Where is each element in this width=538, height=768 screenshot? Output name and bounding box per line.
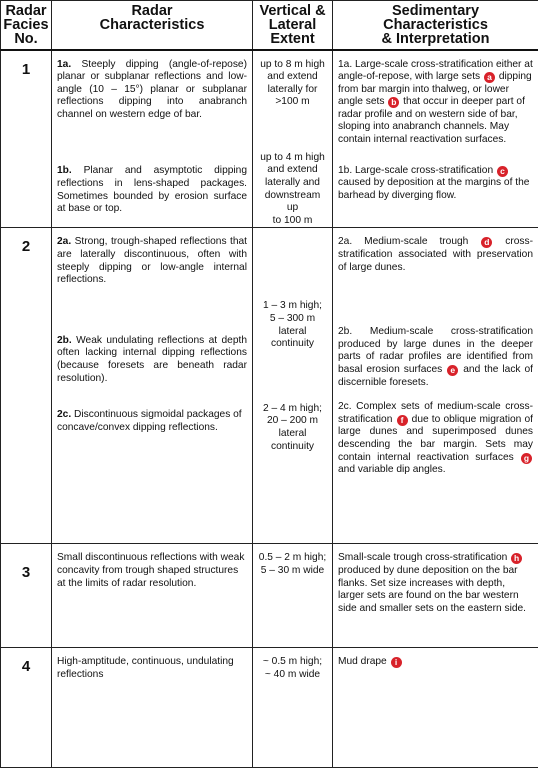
radar-1a: 1a. Steeply dipping (angle-of-repose) planar or subplanar reflections and low-angle (10 – 15°) planar or subplanar reflections dipping into anabranch channel on western edge of bar. [57,58,247,120]
radar-1b: 1b. Planar and asymptotic dipping reflections in lens-shaped packages. Sometimes bounded by erosion surface at base or top. [57,165,247,215]
radar-4: High-amptitude, continuous, undulating reflections [57,656,234,681]
table-row-facies-2 [1,228,538,544]
radar-cell-4 [52,648,253,768]
badge-a: a [484,72,495,83]
interp-2b: 2b. Medium-scale cross-stratification produced by large dunes in the deeper parts of radar profiles are identified from basal erosion surfaces e and the lack of discernible foresets. [338,326,533,388]
extent-cell-4 [253,648,333,768]
radar-cell-2 [52,228,253,544]
header-extent: Vertical & Lateral Extent [253,1,333,50]
radar-2b: 2b. Weak undulating reflections at depth often lacking internal dipping reflections (because foresets are beneath radar resolution). [57,334,247,384]
extent-1b: up to 4 m high and extend laterally and downstream up to 100 m [260,151,325,226]
header-row [1,1,538,50]
interp-1a: 1a. Large-scale cross-stratification either at angle-of-repose, with large sets a dipping from bar margin into thalweg, or lower angle sets b that occur in deeper part of radar profile and on western side of bar, sloping into anabranch channels. May contain internal reactivation surfaces. [338,58,533,146]
radar-cell-3 [52,544,253,648]
extent-cell-2 [253,228,333,544]
radar-2c: 2c. Discontinuous sigmoidal packages of concave/convex dipping reflections. [57,409,242,433]
extent-1a: up to 8 m high and extend laterally for >100 m [260,58,325,108]
interp-2c: 2c. Complex sets of medium-scale cross-stratification f due to oblique migration of large dunes and superimposed dunes descending the bar margin. Sets may contain internal reactivation surfaces g and variable dip angles. [338,401,533,476]
badge-g: g [521,453,532,464]
table-row-facies-4 [1,648,538,768]
badge-c: c [497,166,508,177]
header-interpretation: Sedimentary Characteristics & Interpretation [333,1,538,50]
extent-2ab: 1 – 3 m high; 5 – 300 m lateral continuity [263,300,322,350]
facies-number: 2 [1,228,52,544]
badge-h: h [511,553,522,564]
extent-cell-3 [253,544,333,648]
interp-1b: 1b. Large-scale cross-stratification c caused by deposition at the margins of the barhead by diverging flow. [338,164,530,201]
badge-d: d [481,237,492,248]
extent-cell-1 [253,50,333,228]
interp-cell-4 [333,648,538,768]
facies-number: 1 [1,50,52,228]
interp-2a: 2a. Medium-scale trough d cross-stratification associated with preservation of large dunes. [338,236,533,273]
interp-3: Small-scale trough cross-stratification h produced by dune deposition on the bar flanks. Set size increases with depth, larger sets are found on the bar western side and smaller sets on the eastern side. [338,552,527,614]
radar-cell-1 [52,50,253,228]
radar-2a: 2a. Strong, trough-shaped reflections that are laterally discontinuous, often with steeply dipping or low-angle internal reflections. [57,236,247,286]
badge-e: e [447,365,458,376]
extent-3: 0.5 – 2 m high; 5 – 30 m wide [258,552,327,577]
extent-4: ~ 0.5 m high; ~ 40 m wide [262,656,323,681]
interp-cell-3 [333,544,538,648]
header-radar-characteristics: Radar Characteristics [52,1,253,50]
badge-i: i [391,657,402,668]
facies-number: 4 [1,648,52,768]
interp-4: Mud drape i [333,648,538,669]
facies-number: 3 [1,544,52,648]
interp-cell-2 [333,228,538,544]
extent-2c: 2 – 4 m high; 20 – 200 m lateral continuity [263,402,322,452]
radar-3: Small discontinuous reflections with weak concavity from trough shaped structures at the limits of radar resolution. [57,552,245,589]
table-row-facies-3 [1,544,538,648]
badge-b: b [388,97,399,108]
table-row-facies-1 [1,50,538,228]
header-facies-no: Radar Facies No. [1,1,52,50]
interp-cell-1 [333,50,538,228]
badge-f: f [397,415,408,426]
